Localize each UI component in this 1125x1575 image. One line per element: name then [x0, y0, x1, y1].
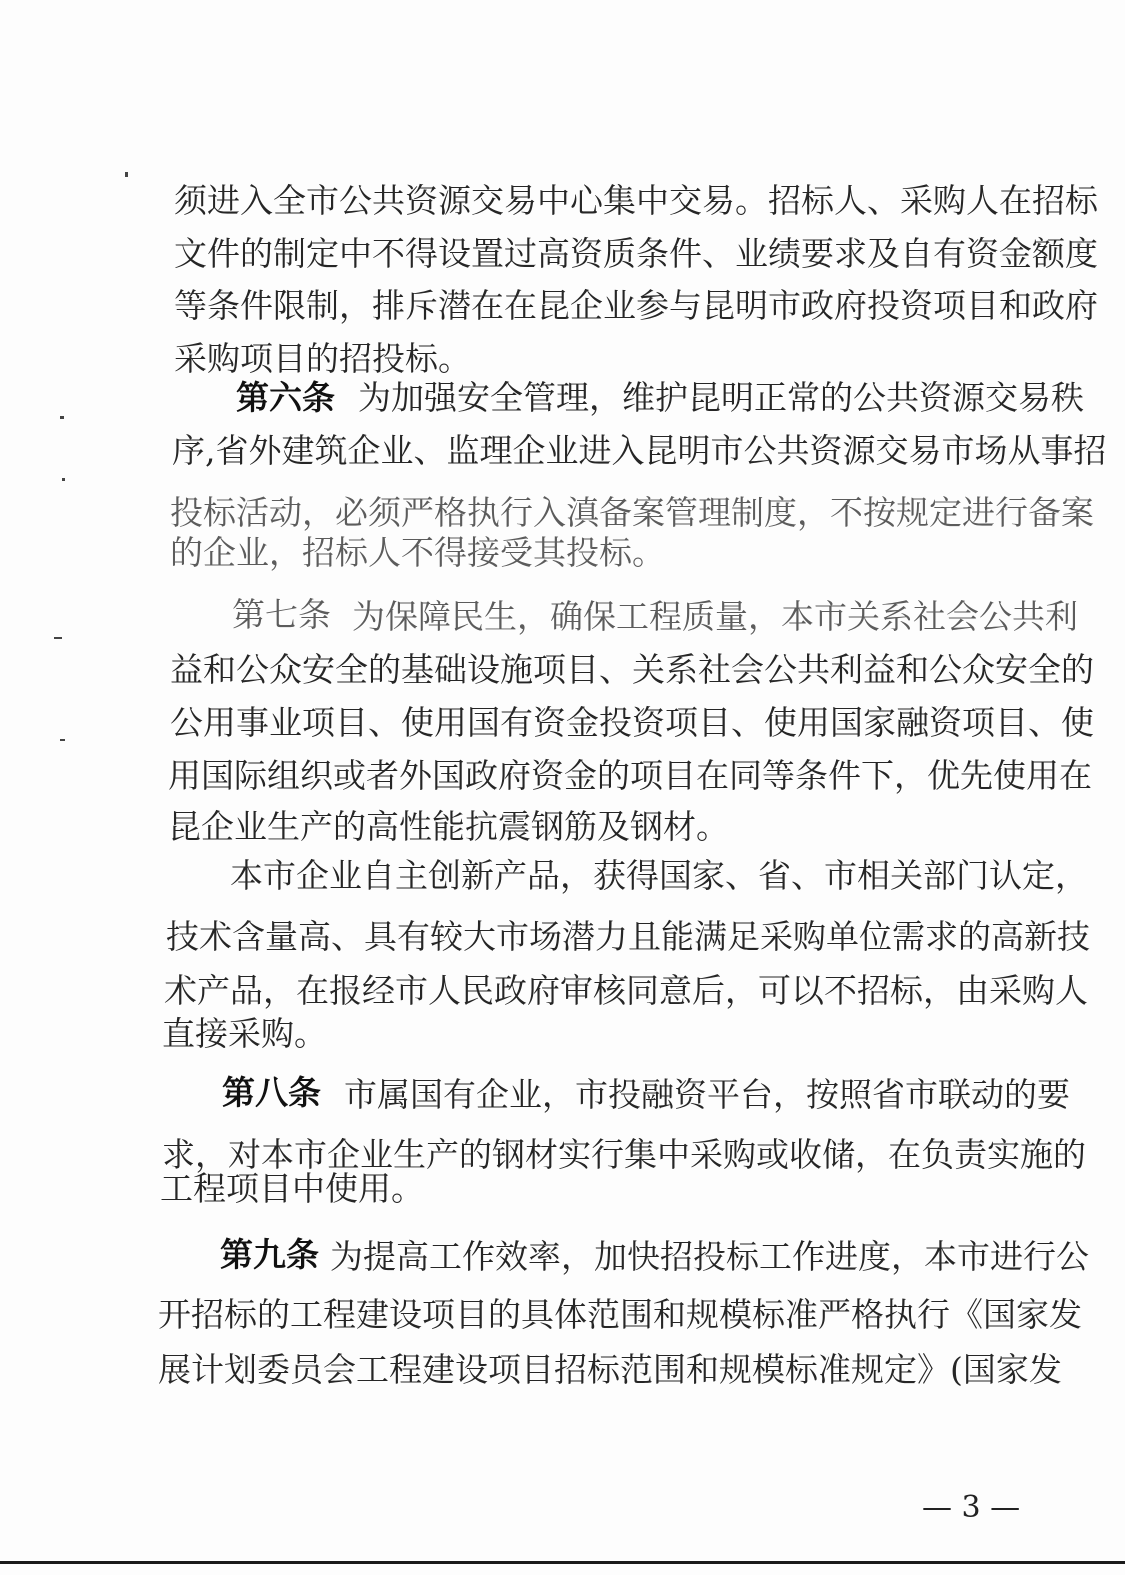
scan-speck [60, 739, 65, 741]
scan-speck [54, 637, 62, 639]
article-7-heading: 第七条 [232, 595, 331, 634]
body-line: 的企业，招标人不得接受其投标。 [170, 533, 665, 572]
scan-speck [60, 416, 64, 419]
body-line: 昆企业生产的高性能抗震钢筋及钢材。 [168, 807, 729, 846]
body-line: 须进入全市公共资源交易中心集中交易。招标人、采购人在招标 [174, 181, 1098, 220]
scan-bottom-edge [0, 1561, 1125, 1564]
body-line: 技术含量高、具有较大市场潜力且能满足采购单位需求的高新技 [166, 917, 1090, 956]
body-line: 为加强安全管理，维护昆明正常的公共资源交易秩 [358, 378, 1084, 417]
body-line: 序,省外建筑企业、监理企业进入昆明市公共资源交易市场从事招 [172, 431, 1107, 470]
body-line: 展计划委员会工程建设项目招标范围和规模标准规定》(国家发 [158, 1350, 1062, 1389]
body-line: 文件的制定中不得设置过高资质条件、业绩要求及自有资金额度 [174, 234, 1098, 273]
scan-speck [125, 172, 128, 177]
article-8-heading: 第八条 [222, 1073, 321, 1112]
body-line: 投标活动，必须严格执行入滇备案管理制度，不按规定进行备案 [170, 493, 1094, 532]
body-line: 公用事业项目、使用国有资金投资项目、使用国家融资项目、使 [170, 703, 1094, 742]
body-line: 工程项目中使用。 [160, 1169, 424, 1208]
page-number: — 3 — [922, 1490, 1021, 1525]
body-line: 益和公众安全的基础设施项目、关系社会公共利益和公众安全的 [170, 650, 1094, 689]
body-line: 用国际组织或者外国政府资金的项目在同等条件下，优先使用在 [168, 756, 1092, 795]
body-line: 市属国有企业，市投融资平台，按照省市联动的要 [344, 1075, 1070, 1114]
body-line: 采购项目的招投标。 [174, 339, 471, 378]
body-line: 求，对本市企业生产的钢材实行集中采购或收储，在负责实施的 [162, 1135, 1086, 1174]
article-9-heading: 第九条 [220, 1235, 319, 1274]
body-line: 本市企业自主创新产品，获得国家、省、市相关部门认定， [230, 856, 1088, 895]
scan-speck [62, 478, 65, 481]
body-line: 等条件限制，排斥潜在在昆企业参与昆明市政府投资项目和政府 [174, 286, 1098, 325]
body-line: 直接采购。 [162, 1014, 327, 1053]
body-line: 术产品，在报经市人民政府审核同意后，可以不招标，由采购人 [164, 971, 1088, 1010]
article-6-heading: 第六条 [236, 378, 335, 417]
body-line: 为提高工作效率，加快招投标工作进度，本市进行公 [330, 1237, 1089, 1276]
body-line: 开招标的工程建设项目的具体范围和规模标准严格执行《国家发 [158, 1295, 1082, 1334]
body-line: 为保障民生，确保工程质量，本市关系社会公共利 [352, 597, 1078, 636]
